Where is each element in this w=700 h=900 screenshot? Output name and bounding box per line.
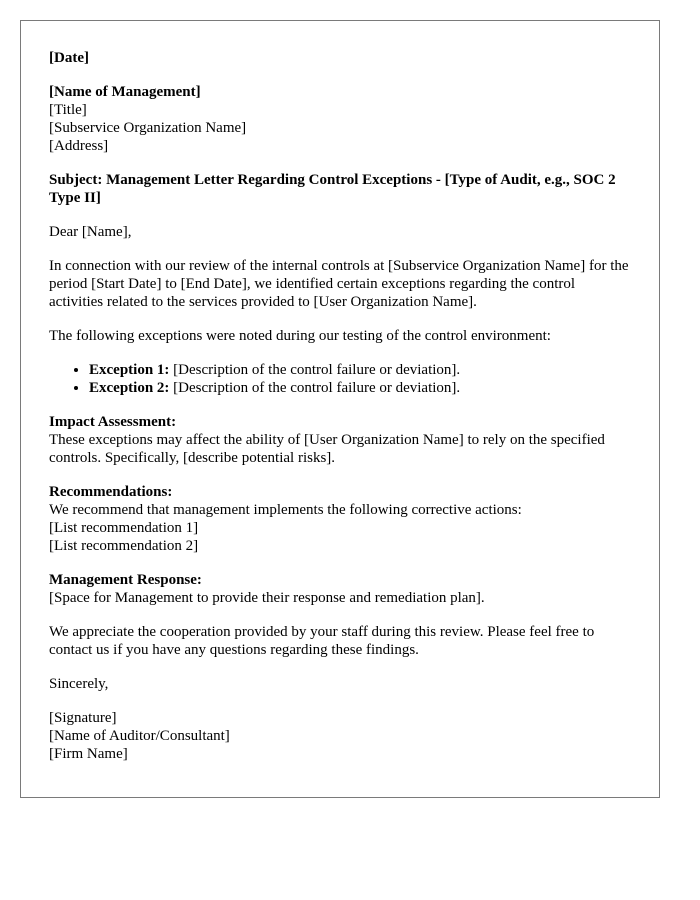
subject-line: Subject: Management Letter Regarding Control Exceptions - [Type of Audit, e.g., SOC 2 Type II] — [49, 172, 616, 206]
intro-paragraph: In connection with our review of the internal controls at [Subservice Organization Name] for the period [Start Date] to [End Date], we identified certain exceptions regarding the control activities related to the services provided to [User Organization Name]. — [49, 258, 629, 310]
recommendations-lead: We recommend that management implements the following corrective actions: — [49, 502, 522, 518]
exceptions-list — [49, 361, 631, 397]
date-block — [49, 49, 631, 67]
list-item — [89, 361, 631, 379]
exception-text: [Description of the control failure or deviation]. — [169, 362, 461, 378]
management-response-text: [Space for Management to provide their response and remediation plan]. — [49, 590, 485, 606]
signature-placeholder: [Signature] — [49, 710, 117, 726]
list-item — [89, 379, 631, 397]
recipient-address: [Address] — [49, 138, 109, 154]
exceptions-lead: The following exceptions were noted during our testing of the control environment: — [49, 328, 551, 344]
impact-section — [49, 413, 631, 467]
recommendation-item: [List recommendation 1] — [49, 520, 199, 536]
letter-document — [20, 20, 660, 798]
impact-heading: Impact Assessment: — [49, 414, 177, 430]
recommendations-heading: Recommendations: — [49, 484, 173, 500]
exception-text: [Description of the control failure or deviation]. — [169, 380, 461, 396]
salutation: Dear [Name], — [49, 224, 132, 240]
management-response-section — [49, 571, 631, 607]
impact-text: These exceptions may affect the ability of [User Organization Name] to rely on the specified controls. Specifically, [describe potential risks]. — [49, 432, 605, 466]
closing-paragraph: We appreciate the cooperation provided by your staff during this review. Please feel free to contact us if you have any questions regarding these findings. — [49, 624, 595, 658]
recommendation-item: [List recommendation 2] — [49, 538, 199, 554]
signature-block — [49, 709, 631, 763]
recipient-title: [Title] — [49, 102, 87, 118]
recipient-block — [49, 83, 631, 155]
auditor-name: [Name of Auditor/Consultant] — [49, 728, 230, 744]
exception-label: Exception 2: — [89, 380, 170, 396]
recommendations-section — [49, 483, 631, 555]
letter-date: [Date] — [49, 50, 89, 66]
recipient-organization: [Subservice Organization Name] — [49, 120, 247, 136]
firm-name: [Firm Name] — [49, 746, 128, 762]
recipient-name: [Name of Management] — [49, 84, 201, 100]
sign-off: Sincerely, — [49, 676, 109, 692]
management-response-heading: Management Response: — [49, 572, 202, 588]
exception-label: Exception 1: — [89, 362, 170, 378]
